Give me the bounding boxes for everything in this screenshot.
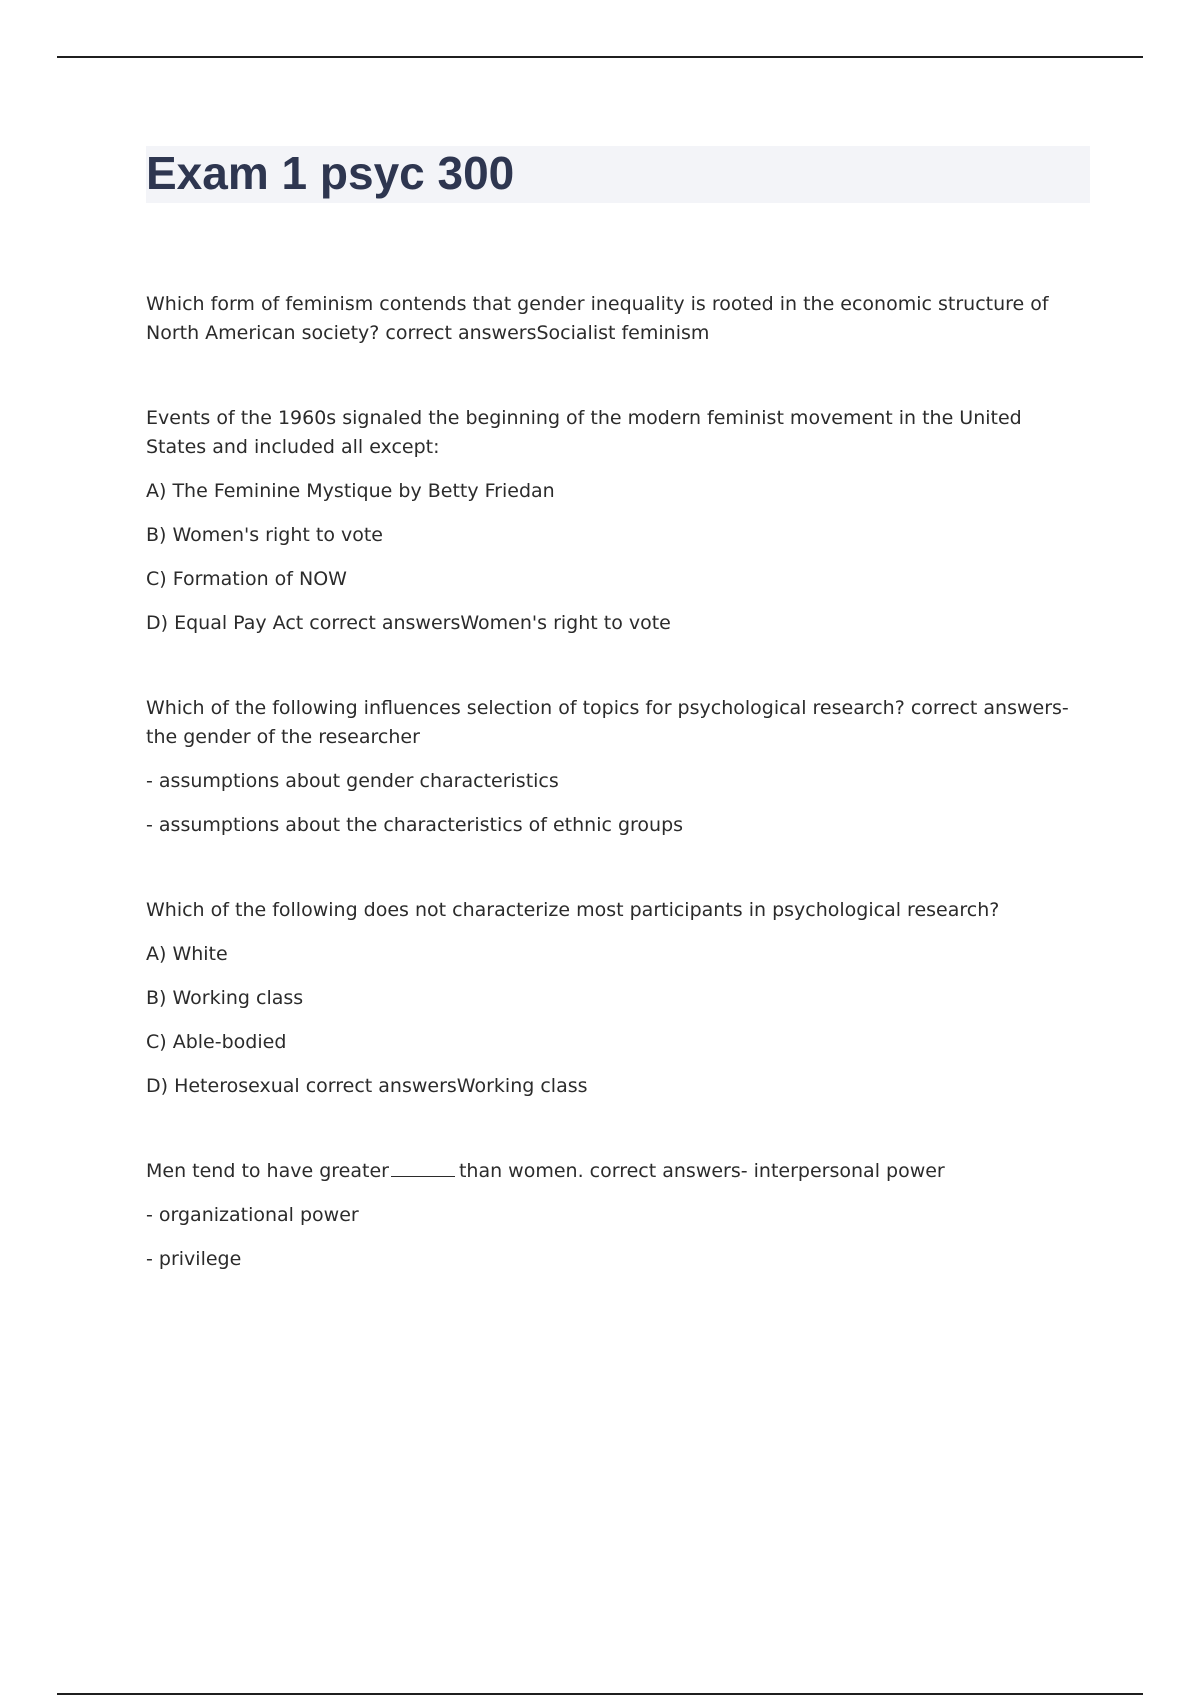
question-1-stem: Which form of feminism contends that gender inequality is rooted in the economic structure of North American society? correct answersSocialist feminism [146, 293, 1049, 344]
question-5-stem [146, 1157, 1086, 1186]
page-title: Exam 1 psyc 300 [146, 147, 515, 199]
question-4-option-b: B) Working class [146, 987, 304, 1009]
question-3-answer-item: - assumptions about gender characteristics [146, 770, 559, 792]
question-1 [146, 290, 1086, 348]
question-list [146, 290, 1086, 1330]
question-5-stem-before-blank: Men tend to have greater [146, 1160, 389, 1182]
question-2-option-a: A) The Feminine Mystique by Betty Friedan [146, 480, 555, 502]
question-5-stem-after-blank: than women. correct answers- interpersonal power [458, 1160, 945, 1182]
question-2-stem: Events of the 1960s signaled the beginning of the modern feminist movement in the United States and included all except: [146, 407, 1022, 458]
question-4-option-d: D) Heterosexual correct answersWorking class [146, 1075, 588, 1097]
question-2-option-b: B) Women's right to vote [146, 524, 383, 546]
question-5 [146, 1157, 1086, 1274]
question-3-answer-item: - assumptions about the characteristics of ethnic groups [146, 814, 684, 836]
question-2 [146, 404, 1086, 638]
bottom-rule [57, 1693, 1143, 1695]
question-4-stem: Which of the following does not characterize most participants in psychological research? [146, 899, 1000, 921]
question-2-option-c: C) Formation of NOW [146, 568, 347, 590]
question-3 [146, 694, 1086, 840]
fill-in-blank [391, 1175, 455, 1177]
question-4 [146, 896, 1086, 1101]
top-rule [57, 56, 1143, 58]
question-5-answer-item: - organizational power [146, 1204, 359, 1226]
question-4-option-c: C) Able-bodied [146, 1031, 287, 1053]
question-4-option-a: A) White [146, 943, 228, 965]
question-3-stem: Which of the following influences selection of topics for psychological research? correct answers- the gender of the researcher [146, 697, 1069, 748]
question-2-option-d: D) Equal Pay Act correct answersWomen's right to vote [146, 612, 671, 634]
question-5-answer-item: - privilege [146, 1248, 242, 1270]
